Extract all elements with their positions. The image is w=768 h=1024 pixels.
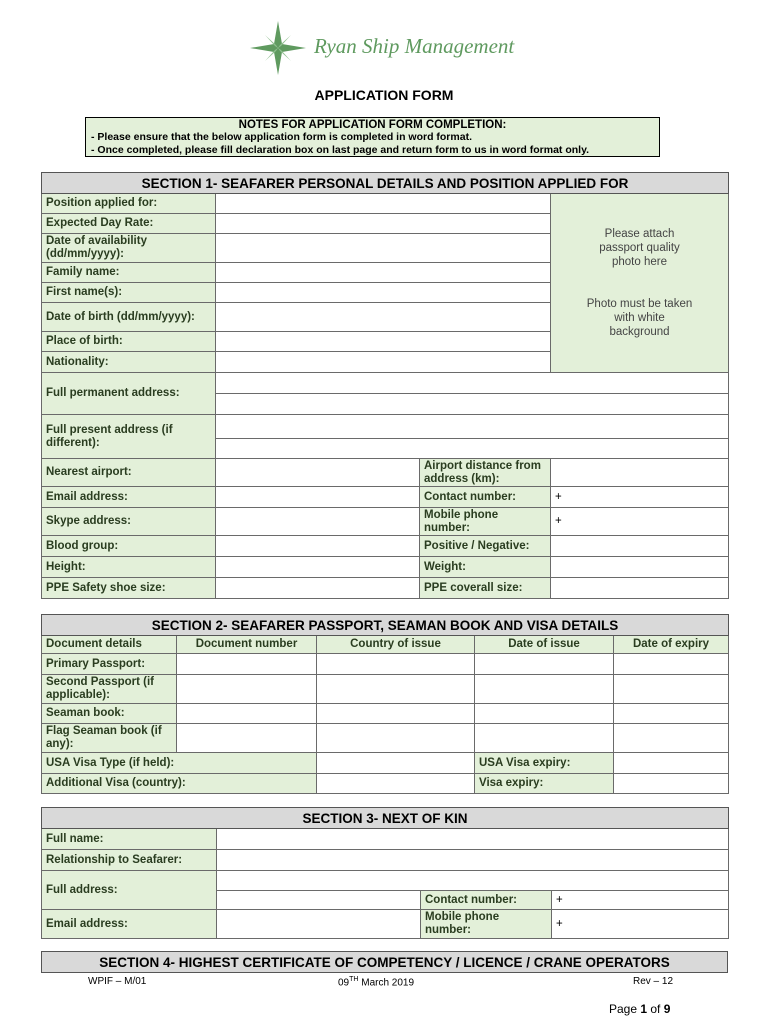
dob-field[interactable] — [216, 303, 551, 332]
label-coverall-size: PPE coverall size: — [420, 578, 551, 599]
nationality-field[interactable] — [216, 352, 551, 373]
table-cell[interactable] — [475, 654, 614, 675]
label-relationship: Relationship to Seafarer: — [42, 850, 217, 871]
section2-table — [41, 614, 729, 794]
usa-visa-expiry-field[interactable] — [614, 753, 729, 774]
first-names-field[interactable] — [216, 283, 551, 303]
notes-line: - Once completed, please fill declaration box on last page and return form to us in word format only. — [91, 144, 590, 156]
label-usa-visa: USA Visa Type (if held): — [42, 753, 317, 774]
label-day-rate: Expected Day Rate: — [42, 214, 216, 234]
photo-note: Photo must be taken with white background — [586, 298, 693, 338]
company-name: Ryan Ship Management — [314, 34, 515, 58]
label-primary-passport: Primary Passport: — [42, 654, 177, 675]
notes-box — [85, 117, 660, 157]
section2-title: SECTION 2- SEAFARER PASSPORT, SEAMAN BOOK AND VISA DETAILS — [42, 615, 729, 636]
section3-table — [41, 807, 729, 939]
table-cell[interactable] — [614, 724, 729, 753]
kin-address-field[interactable] — [217, 891, 421, 910]
label-usa-visa-expiry: USA Visa expiry: — [475, 753, 614, 774]
page-title: APPLICATION FORM — [314, 87, 454, 103]
table-cell[interactable] — [177, 724, 317, 753]
column-header: Date of expiry — [614, 636, 729, 654]
table-cell[interactable] — [177, 675, 317, 704]
position-applied-field[interactable] — [216, 194, 551, 214]
label-additional-visa: Additional Visa (country): — [42, 774, 317, 794]
section1-title: SECTION 1- SEAFARER PERSONAL DETAILS AND POSITION APPLIED FOR — [42, 173, 729, 194]
label-family-name: Family name: — [42, 263, 216, 283]
mobile-field[interactable]: + — [551, 508, 729, 536]
table-cell[interactable] — [177, 654, 317, 675]
permanent-address-field[interactable] — [216, 373, 729, 394]
table-cell[interactable] — [475, 704, 614, 724]
kin-contact-field[interactable]: + — [552, 891, 729, 910]
day-rate-field[interactable] — [216, 214, 551, 234]
table-cell[interactable] — [614, 675, 729, 704]
posneg-field[interactable] — [551, 536, 729, 557]
section3-title: SECTION 3- NEXT OF KIN — [42, 808, 729, 829]
label-second-passport: Second Passport (if applicable): — [42, 675, 177, 704]
label-dob: Date of birth (dd/mm/yyyy): — [42, 303, 216, 332]
notes-line: - Please ensure that the below application form is completed in word format. — [91, 131, 472, 143]
present-address-field[interactable] — [216, 415, 729, 439]
page-number: Page 1 of 9 — [609, 1002, 671, 1016]
label-availability: Date of availability (dd/mm/yyyy): — [42, 234, 216, 263]
additional-visa-field[interactable] — [317, 774, 475, 794]
label-pob: Place of birth: — [42, 332, 216, 352]
photo-note: Please attach passport quality photo here — [599, 228, 680, 268]
label-blood-group: Blood group: — [42, 536, 216, 557]
family-name-field[interactable] — [216, 263, 551, 283]
availability-field[interactable] — [216, 234, 551, 263]
pob-field[interactable] — [216, 332, 551, 352]
label-kin-email: Email address: — [42, 910, 217, 939]
kin-address-field[interactable] — [217, 871, 729, 891]
shoe-size-field[interactable] — [216, 578, 420, 599]
table-cell[interactable] — [614, 654, 729, 675]
label-flag-seaman-book: Flag Seaman book (if any): — [42, 724, 177, 753]
label-kin-name: Full name: — [42, 829, 217, 850]
label-nationality: Nationality: — [42, 352, 216, 373]
coverall-size-field[interactable] — [551, 578, 729, 599]
section4-title: SECTION 4- HIGHEST CERTIFICATE OF COMPETENCY / LICENCE / CRANE OPERATORS — [42, 952, 728, 973]
email-field[interactable] — [216, 487, 420, 508]
weight-field[interactable] — [551, 557, 729, 578]
table-cell[interactable] — [317, 704, 475, 724]
airport-distance-field[interactable] — [551, 459, 729, 487]
kin-name-field[interactable] — [217, 829, 729, 850]
label-permanent-address: Full permanent address: — [42, 373, 216, 415]
notes-title: NOTES FOR APPLICATION FORM COMPLETION: — [238, 119, 507, 131]
nearest-airport-field[interactable] — [216, 459, 420, 487]
label-kin-address: Full address: — [42, 871, 217, 910]
present-address-field[interactable] — [216, 439, 729, 459]
skype-field[interactable] — [216, 508, 420, 536]
photo-placeholder[interactable] — [551, 194, 729, 373]
kin-email-field[interactable] — [217, 910, 421, 939]
label-seaman-book: Seaman book: — [42, 704, 177, 724]
column-header: Date of issue — [475, 636, 614, 654]
label-visa-expiry: Visa expiry: — [475, 774, 614, 794]
height-field[interactable] — [216, 557, 420, 578]
label-skype: Skype address: — [42, 508, 216, 536]
column-header: Country of issue — [317, 636, 475, 654]
table-cell[interactable] — [317, 654, 475, 675]
label-kin-mobile: Mobile phone number: — [421, 910, 552, 939]
label-present-address: Full present address (if different): — [42, 415, 216, 459]
table-cell[interactable] — [614, 704, 729, 724]
footer-date: 09TH March 2019 — [338, 976, 415, 989]
compass-star-icon — [250, 21, 306, 75]
label-email: Email address: — [42, 487, 216, 508]
table-cell[interactable] — [177, 704, 317, 724]
contact-field[interactable]: + — [551, 487, 729, 508]
table-cell[interactable] — [475, 675, 614, 704]
relationship-field[interactable] — [217, 850, 729, 871]
kin-mobile-field[interactable]: + — [552, 910, 729, 939]
table-cell[interactable] — [317, 724, 475, 753]
label-kin-contact: Contact number: — [421, 891, 552, 910]
section4-table — [41, 951, 728, 973]
footer-doc-code: WPIF – M/01 — [88, 976, 147, 987]
blood-group-field[interactable] — [216, 536, 420, 557]
label-position-applied: Position applied for: — [42, 194, 216, 214]
label-weight: Weight: — [420, 557, 551, 578]
table-cell[interactable] — [475, 724, 614, 753]
label-airport-distance: Airport distance from address (km): — [420, 459, 551, 487]
label-mobile: Mobile phone number: — [420, 508, 551, 536]
column-header: Document number — [177, 636, 317, 654]
label-first-names: First name(s): — [42, 283, 216, 303]
footer-revision: Rev – 12 — [633, 976, 674, 987]
label-contact: Contact number: — [420, 487, 551, 508]
usa-visa-field[interactable] — [317, 753, 475, 774]
permanent-address-field[interactable] — [216, 394, 729, 415]
visa-expiry-field[interactable] — [614, 774, 729, 794]
label-shoe-size: PPE Safety shoe size: — [42, 578, 216, 599]
section1-table — [41, 172, 729, 599]
column-header: Document details — [42, 636, 177, 654]
label-posneg: Positive / Negative: — [420, 536, 551, 557]
table-cell[interactable] — [317, 675, 475, 704]
label-height: Height: — [42, 557, 216, 578]
label-nearest-airport: Nearest airport: — [42, 459, 216, 487]
